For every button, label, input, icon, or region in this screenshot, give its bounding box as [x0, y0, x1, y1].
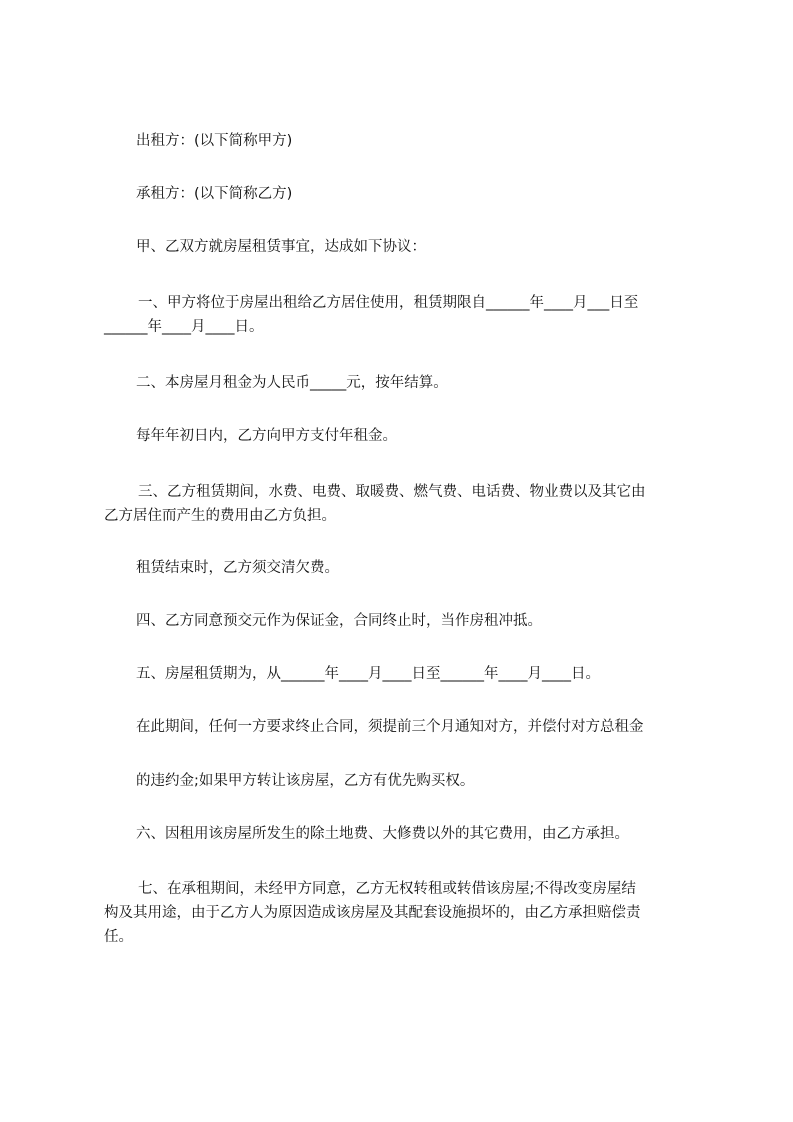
clause-5-penalty: 的违约金;如果甲方转让该房屋，乙方有优先购买权。	[136, 773, 475, 789]
clause-5: 五、房屋租赁期为，从______年____月____日至______年____月____日。	[136, 666, 600, 682]
clause-1-line-1: 一、甲方将位于房屋出租给乙方居住使用，租赁期限自______年____月___日至	[138, 295, 639, 311]
clause-4: 四、乙方同意预交元作为保证金，合同终止时，当作房租冲抵。	[136, 613, 542, 629]
clause-7-line-3: 任。	[104, 929, 133, 945]
clause-3-line-2: 乙方居住而产生的费用由乙方负担。	[104, 508, 336, 524]
clause-2-payment: 每年年初日内，乙方向甲方支付年租金。	[136, 428, 397, 444]
lessee-line: 承租方：(以下简称乙方)	[136, 186, 293, 202]
clause-2: 二、本房屋月租金为人民币_____元，按年结算。	[136, 375, 448, 391]
clause-7-line-1: 七、在承租期间，未经甲方同意，乙方无权转租或转借该房屋;不得改变房屋结	[138, 881, 636, 897]
agreement-intro: 甲、乙双方就房屋租赁事宜，达成如下协议：	[136, 239, 426, 255]
lessor-line: 出租方：(以下简称甲方)	[136, 133, 293, 149]
clause-5-termination: 在此期间，任何一方要求终止合同，须提前三个月通知对方，并偿付对方总租金	[136, 719, 644, 735]
clause-6: 六、因租用该房屋所发生的除土地费、大修费以外的其它费用，由乙方承担。	[136, 826, 629, 842]
clause-7-line-2: 构及其用途，由于乙方人为原因造成该房屋及其配套设施损坏的，由乙方承担赔偿责	[104, 905, 641, 921]
clause-1-line-2: ______年____月____日。	[104, 319, 264, 335]
clause-3-settlement: 租赁结束时，乙方须交清欠费。	[136, 560, 339, 576]
clause-3-line-1: 三、乙方租赁期间，水费、电费、取暖费、燃气费、电话费、物业费以及其它由	[138, 484, 646, 500]
